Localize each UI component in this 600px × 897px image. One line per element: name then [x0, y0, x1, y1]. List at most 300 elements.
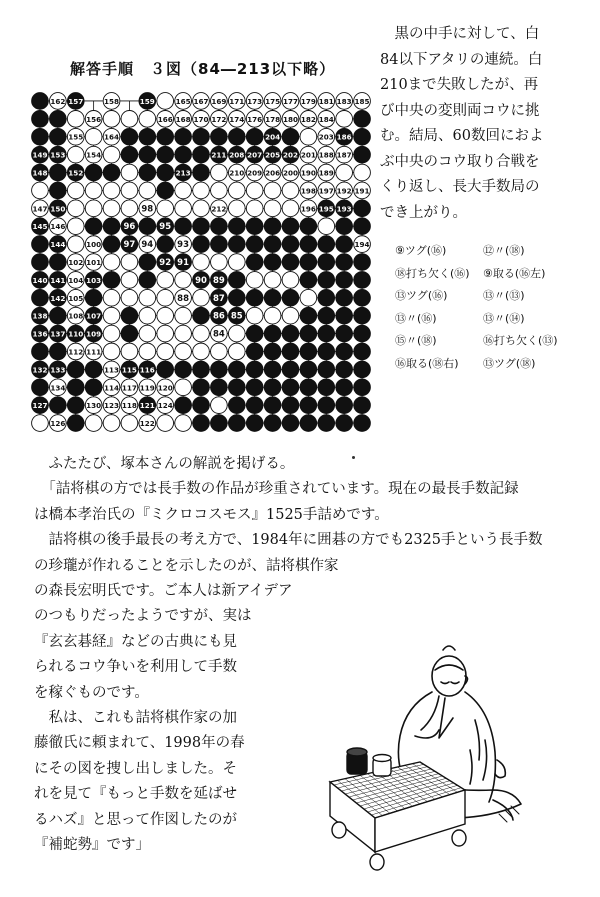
move-number: 122	[139, 419, 155, 429]
move-number: 171	[229, 96, 245, 106]
black-stone	[193, 415, 210, 432]
move-number: 137	[50, 329, 66, 339]
black-stone	[354, 200, 371, 217]
move-number: 206	[265, 168, 281, 178]
white-stone	[139, 343, 156, 360]
black-stone	[264, 325, 281, 342]
black-stone	[121, 325, 138, 342]
white-stone	[193, 289, 210, 306]
black-stone	[32, 254, 49, 271]
black-stone	[228, 236, 245, 253]
white-stone	[336, 110, 353, 127]
white-stone	[157, 272, 174, 289]
move-number: 84	[212, 329, 225, 340]
black-stone	[354, 397, 371, 414]
white-stone	[175, 182, 192, 199]
white-stone	[67, 146, 84, 163]
move-number: 94	[141, 240, 154, 251]
move-number: 154	[86, 150, 102, 160]
black-stone	[32, 343, 49, 360]
black-stone	[336, 361, 353, 378]
black-stone	[336, 325, 353, 342]
white-stone	[103, 307, 120, 324]
black-stone	[193, 164, 210, 181]
move-number: 108	[68, 311, 84, 321]
move-number: 147	[32, 204, 48, 214]
move-number: 212	[211, 204, 227, 214]
move-number: 112	[68, 347, 84, 357]
black-stone	[354, 307, 371, 324]
move-number: 96	[123, 222, 136, 233]
commentary-line: び中央の変則両コウに挑	[380, 102, 540, 119]
body-line: 『玄玄碁経』などの古典にも見	[34, 633, 237, 650]
white-stone	[175, 325, 192, 342]
go-board-diagram	[31, 92, 371, 432]
move-number: 165	[175, 96, 191, 106]
move-number: 104	[68, 275, 84, 285]
white-stone	[246, 307, 263, 324]
black-stone	[228, 128, 245, 145]
move-number: 144	[50, 240, 66, 250]
black-stone	[32, 110, 49, 127]
commentary-line: 210まで失敗したが、再	[380, 77, 539, 93]
note-row	[395, 263, 595, 286]
black-stone	[300, 379, 317, 396]
black-stone	[282, 379, 299, 396]
move-number: 91	[177, 258, 190, 268]
body-line: ふたたび、塚本さんの解説を掲げる。	[34, 456, 295, 472]
move-number: 191	[354, 186, 370, 196]
black-stone	[300, 343, 317, 360]
white-stone	[264, 272, 281, 289]
move-number: 188	[318, 150, 334, 160]
move-number: 102	[68, 258, 84, 267]
white-stone	[121, 110, 138, 127]
white-stone	[193, 325, 210, 342]
move-number: 113	[104, 365, 120, 375]
black-stone	[211, 218, 228, 235]
white-stone	[157, 343, 174, 360]
black-stone	[354, 379, 371, 396]
move-number: 127	[32, 401, 48, 411]
move-number: 118	[121, 401, 137, 411]
black-stone	[32, 93, 49, 110]
black-stone	[336, 343, 353, 360]
white-stone	[318, 218, 335, 235]
white-stone	[139, 182, 156, 199]
black-stone	[49, 164, 66, 181]
black-stone	[32, 128, 49, 145]
white-stone	[85, 128, 102, 145]
move-number: 200	[282, 168, 298, 178]
move-number: 103	[86, 275, 102, 285]
black-stone	[157, 164, 174, 181]
move-number: 177	[282, 96, 298, 106]
body-line: にその図を捜し出しました。そ	[34, 760, 237, 777]
black-stone	[336, 289, 353, 306]
black-stone	[175, 218, 192, 235]
move-number: 90	[195, 275, 207, 286]
black-stone	[67, 397, 84, 414]
black-stone	[228, 272, 245, 289]
black-stone	[121, 307, 138, 324]
black-stone	[354, 325, 371, 342]
white-stone	[121, 343, 138, 360]
black-stone	[193, 218, 210, 235]
move-number: 170	[193, 114, 209, 124]
white-stone	[300, 289, 317, 306]
move-number: 136	[32, 329, 48, 339]
move-number: 116	[139, 365, 155, 375]
body-line: るハズ』と思って作図したのが	[34, 811, 237, 828]
move-number: 203	[318, 132, 334, 142]
white-stone	[193, 343, 210, 360]
move-number: 186	[336, 132, 352, 142]
black-stone	[282, 397, 299, 414]
black-stone	[282, 289, 299, 306]
move-number: 149	[32, 150, 48, 160]
black-stone	[49, 182, 66, 199]
move-number: 124	[157, 401, 173, 411]
white-stone	[67, 110, 84, 127]
note-entry: ⑬ツグ(⑯)	[395, 289, 448, 303]
black-stone	[300, 254, 317, 271]
black-stone	[264, 397, 281, 414]
black-stone	[49, 307, 66, 324]
black-stone	[228, 397, 245, 414]
white-stone	[228, 200, 245, 217]
move-number: 168	[175, 114, 191, 124]
move-number: 114	[104, 383, 120, 393]
move-number: 167	[193, 96, 209, 106]
white-stone	[157, 307, 174, 324]
move-number: 202	[282, 150, 298, 160]
white-stone	[336, 164, 353, 181]
move-number: 148	[32, 168, 48, 178]
move-number: 211	[211, 150, 227, 160]
black-stone	[193, 128, 210, 145]
white-stone	[103, 415, 120, 432]
move-number: 92	[159, 258, 172, 268]
white-stone	[121, 272, 138, 289]
black-stone	[354, 218, 371, 235]
white-stone	[354, 164, 371, 181]
white-stone	[264, 200, 281, 217]
move-number: 190	[300, 168, 316, 178]
note-entry: ⑬〃(⑯)	[395, 311, 437, 325]
black-stone	[246, 325, 263, 342]
black-stone	[282, 254, 299, 271]
move-number: 180	[282, 114, 298, 124]
black-stone	[264, 415, 281, 432]
move-number: 86	[212, 311, 225, 322]
body-line: 藤徹氏に頼まれて、1998年の春	[34, 735, 245, 752]
move-number: 166	[157, 114, 173, 124]
black-stone	[67, 361, 84, 378]
black-stone	[85, 218, 102, 235]
black-stone	[246, 289, 263, 306]
black-stone	[175, 361, 192, 378]
white-stone	[157, 415, 174, 432]
black-stone	[300, 325, 317, 342]
black-stone	[300, 236, 317, 253]
move-number: 121	[139, 401, 155, 411]
body-line: られるコウ争いを利用して手数	[34, 659, 237, 676]
black-stone	[246, 343, 263, 360]
black-stone	[246, 236, 263, 253]
move-number: 117	[121, 383, 137, 393]
black-stone	[264, 343, 281, 360]
black-stone	[282, 325, 299, 342]
white-stone	[121, 200, 138, 217]
white-stone	[85, 182, 102, 199]
move-number: 150	[50, 204, 66, 214]
black-stone	[32, 236, 49, 253]
move-number: 198	[300, 186, 316, 196]
black-stone	[103, 236, 120, 253]
move-number: 101	[86, 258, 102, 267]
move-number: 115	[121, 365, 137, 375]
white-stone	[139, 325, 156, 342]
white-stone	[85, 200, 102, 217]
move-number: 141	[50, 275, 66, 285]
black-stone	[139, 272, 156, 289]
black-stone	[246, 415, 263, 432]
move-number: 195	[318, 204, 334, 214]
white-stone	[32, 182, 49, 199]
move-number: 158	[104, 96, 120, 106]
black-stone	[318, 343, 335, 360]
white-stone	[67, 236, 84, 253]
move-number: 176	[247, 114, 263, 124]
white-stone	[67, 218, 84, 235]
black-stone	[318, 289, 335, 306]
white-stone	[103, 343, 120, 360]
white-stone	[103, 254, 120, 271]
black-stone	[336, 254, 353, 271]
note-entry: ⑨ツグ(⑯)	[395, 244, 447, 257]
move-number: 192	[336, 186, 352, 196]
black-stone	[264, 361, 281, 378]
black-stone	[139, 254, 156, 271]
move-number: 88	[177, 293, 190, 304]
black-stone	[300, 361, 317, 378]
black-stone	[193, 361, 210, 378]
move-number: 132	[32, 365, 48, 375]
white-stone	[32, 415, 49, 432]
black-stone	[336, 379, 353, 396]
black-stone	[246, 254, 263, 271]
move-number: 98	[141, 204, 154, 215]
black-stone	[49, 254, 66, 271]
black-stone	[300, 307, 317, 324]
black-stone	[139, 164, 156, 181]
white-stone	[103, 146, 120, 163]
body-line: れを見て『もっと手数を延ばせ	[34, 786, 237, 803]
commentary-line: でき上がり。	[380, 204, 467, 221]
white-stone	[175, 272, 192, 289]
white-stone	[282, 200, 299, 217]
note-entry: ⑯取る(⑱右)	[395, 356, 459, 370]
white-stone	[211, 397, 228, 414]
move-number: 100	[86, 240, 102, 250]
black-stone	[318, 254, 335, 271]
black-stone	[354, 361, 371, 378]
body-line: の珍瓏が作れることを示したのが、詰将棋作家	[34, 557, 339, 574]
white-stone	[264, 182, 281, 199]
white-stone	[175, 415, 192, 432]
move-number: 93	[177, 240, 190, 251]
black-stone	[211, 128, 228, 145]
white-stone	[193, 182, 210, 199]
white-stone	[139, 307, 156, 324]
body-line: 詰将棋の後手最長の考え方で、1984年に囲碁の方でも2325手という長手数	[34, 532, 543, 549]
note-row	[395, 330, 595, 353]
move-notes	[395, 240, 595, 376]
white-stone	[103, 182, 120, 199]
move-number: 208	[229, 150, 245, 160]
black-stone	[85, 361, 102, 378]
note-entry: ⑬〃(⑭)	[483, 311, 525, 325]
note-entry: ⑨取る(⑯左)	[483, 266, 546, 280]
black-stone	[264, 289, 281, 306]
move-number: 213	[175, 168, 191, 178]
black-stone	[85, 379, 102, 396]
white-stone	[157, 93, 174, 110]
black-stone	[211, 415, 228, 432]
black-stone	[193, 397, 210, 414]
black-stone	[228, 218, 245, 235]
white-stone	[121, 415, 138, 432]
white-stone	[211, 182, 228, 199]
white-stone	[211, 343, 228, 360]
white-stone	[282, 307, 299, 324]
black-stone	[354, 272, 371, 289]
move-number: 189	[318, 168, 334, 178]
white-stone	[211, 254, 228, 271]
black-stone	[318, 236, 335, 253]
move-number: 178	[265, 114, 281, 124]
commentary-line: くり返し、長大手数局の	[380, 179, 540, 195]
body-line: は橋本孝治氏の『ミクロコスモス』1525手詰めです。	[34, 506, 389, 523]
white-stone	[139, 110, 156, 127]
white-stone	[246, 200, 263, 217]
black-stone	[49, 128, 66, 145]
move-number: 210	[229, 168, 245, 178]
black-stone	[246, 128, 263, 145]
white-stone	[121, 289, 138, 306]
commentary-line: 黒の中手に対して、白	[380, 26, 540, 42]
white-stone	[228, 254, 245, 271]
move-number: 201	[300, 150, 316, 160]
move-number: 85	[230, 311, 243, 322]
move-number: 130	[86, 401, 102, 411]
black-stone	[211, 361, 228, 378]
move-number: 207	[247, 150, 263, 160]
black-stone	[264, 379, 281, 396]
black-stone	[282, 343, 299, 360]
white-stone	[121, 182, 138, 199]
move-number: 159	[139, 96, 155, 106]
black-stone	[228, 289, 245, 306]
white-stone	[175, 200, 192, 217]
move-number: 109	[86, 329, 102, 339]
body-line: の森長宏明氏です。ご本人は新アイデア	[34, 583, 293, 600]
black-stone	[193, 236, 210, 253]
note-row	[395, 308, 595, 331]
commentary-line: む。結局、60数回におよ	[380, 128, 544, 144]
black-stone	[246, 397, 263, 414]
move-number: 162	[50, 96, 66, 106]
note-row	[395, 353, 595, 376]
move-number: 142	[50, 293, 66, 303]
white-stone	[121, 164, 138, 181]
white-stone	[211, 164, 228, 181]
move-number: 134	[50, 383, 66, 393]
white-stone	[246, 182, 263, 199]
move-number: 193	[336, 204, 352, 214]
black-stone	[336, 397, 353, 414]
move-number: 181	[318, 96, 334, 106]
note-entry: ⑱打ち欠く(⑯)	[395, 266, 470, 280]
diagram-title: 解答手順 ３図（84―213以下略）	[70, 60, 336, 78]
white-stone	[246, 272, 263, 289]
note-entry: ⑫〃(⑱)	[483, 244, 525, 257]
black-stone	[121, 146, 138, 163]
black-stone	[318, 379, 335, 396]
black-stone	[282, 218, 299, 235]
black-stone	[139, 218, 156, 235]
body-line: 「詰将棋の方では長手数の作品が珍重されています。現在の最長手数記録	[34, 481, 519, 498]
black-stone	[139, 146, 156, 163]
white-stone	[282, 272, 299, 289]
black-stone	[282, 236, 299, 253]
white-stone	[157, 200, 174, 217]
black-stone	[175, 128, 192, 145]
black-stone	[49, 397, 66, 414]
black-stone	[139, 128, 156, 145]
black-stone	[67, 415, 84, 432]
move-number: 196	[300, 204, 316, 214]
black-stone	[318, 415, 335, 432]
black-stone	[282, 415, 299, 432]
white-stone	[193, 200, 210, 217]
move-number: 187	[336, 150, 352, 160]
black-stone	[282, 361, 299, 378]
black-stone	[211, 379, 228, 396]
white-stone	[228, 325, 245, 342]
black-stone	[318, 325, 335, 342]
move-number: 184	[318, 114, 334, 124]
move-number: 87	[212, 293, 225, 304]
white-stone	[228, 182, 245, 199]
black-stone	[103, 272, 120, 289]
white-stone	[300, 128, 317, 145]
white-stone	[157, 289, 174, 306]
move-number: 105	[68, 293, 84, 303]
move-number: 152	[68, 168, 84, 178]
black-stone	[264, 254, 281, 271]
black-stone	[264, 218, 281, 235]
black-stone	[354, 343, 371, 360]
move-number: 205	[265, 150, 281, 160]
black-stone	[300, 415, 317, 432]
move-number: 123	[104, 401, 120, 411]
black-stone	[354, 254, 371, 271]
note-entry: ⑯打ち欠く(⑬)	[483, 334, 558, 348]
commentary-line: ぶ中央のコウ取り合戦を	[380, 153, 540, 170]
black-stone	[193, 307, 210, 324]
